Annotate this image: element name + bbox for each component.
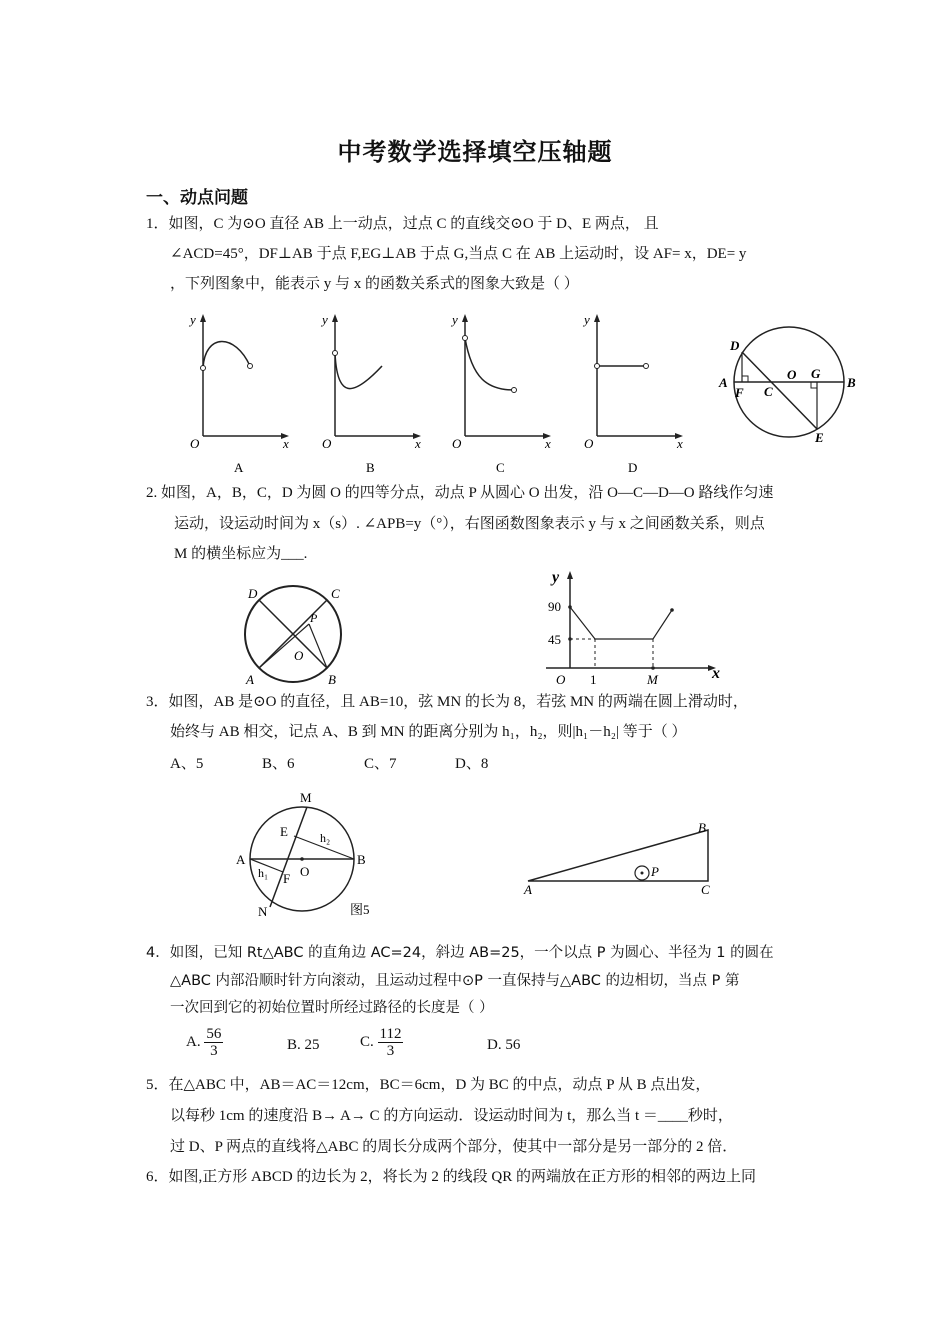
q1-graph-b xyxy=(312,308,427,478)
q2-line3: M 的横坐标应为___. xyxy=(174,546,308,562)
graph-label: D xyxy=(628,460,638,475)
q5-line3: 过 D、P 两点的直线将△ABC 的周长分成两个部分，使其中一部分是另一部分的 2 倍． xyxy=(170,1139,738,1155)
q4-triangle-figure xyxy=(518,818,728,902)
label-n: N xyxy=(258,904,268,919)
q1-line1: 1．如图，C 为⊙O 直径 AB 上一动点，过点 C 的直线交⊙O 于 D、E 两点， 且 xyxy=(146,216,659,232)
q3-line1: 3．如图，AB 是⊙O 的直径，且 AB=10，弦 MN 的长为 8，若弦 MN 的两端在圆上滑动时， xyxy=(146,694,748,710)
x-label: x xyxy=(415,436,421,451)
center-point xyxy=(300,857,304,861)
curve xyxy=(465,338,514,390)
label-a: A xyxy=(246,672,254,687)
label-c: C xyxy=(701,882,710,897)
point xyxy=(651,666,655,670)
y-arrow-icon xyxy=(462,314,468,322)
label-a: A xyxy=(524,882,532,897)
tick-90: 90 xyxy=(548,599,561,614)
label-c: C xyxy=(331,586,340,601)
q3-option-b: B、6 xyxy=(262,756,295,772)
chord-de xyxy=(742,352,817,429)
denominator: 3 xyxy=(386,1043,395,1059)
q4-line1: 4．如图，已知 Rt△ABC 的直角边 AC=24，斜边 AB=25，一个以点 P 为圆心、半径为 1 的圆在 xyxy=(146,945,774,961)
open-point xyxy=(463,336,468,341)
label-d: D xyxy=(730,338,740,353)
label-o: O xyxy=(787,367,797,382)
x-label: x xyxy=(712,665,720,682)
q1-graph-c xyxy=(442,308,557,478)
function-line xyxy=(570,607,672,639)
point xyxy=(670,608,674,612)
y-arrow-icon xyxy=(567,571,573,579)
origin-label: O xyxy=(584,436,594,451)
triangle xyxy=(528,830,708,881)
q4-option-d: D. 56 xyxy=(487,1037,521,1053)
q2-line2: 运动，设运动时间为 x（s）. ∠APB=y（°），右图函数图象表示 y 与 x 之间函数关系，则点 xyxy=(174,516,765,532)
q4-option-a xyxy=(186,1026,223,1059)
q4-line2: △ABC 内部沿顺时针方向滚动，且运动过程中⊙P 一直保持与△ABC 的边相切，当点 P 第 xyxy=(170,973,740,989)
q2-function-graph xyxy=(540,566,730,690)
right-angle xyxy=(811,382,817,388)
tick-1: 1 xyxy=(590,672,597,687)
origin-label: O xyxy=(190,436,200,451)
q1-circle-figure xyxy=(712,326,862,446)
q4-option-b: B. 25 xyxy=(287,1037,320,1053)
curve xyxy=(335,353,382,389)
origin-label: O xyxy=(452,436,462,451)
y-label: y xyxy=(190,312,196,327)
option-prefix: C. xyxy=(360,1033,374,1050)
label-f: F xyxy=(283,871,291,886)
numerator: 112 xyxy=(379,1026,402,1042)
q2-line1: 2. 如图，A，B，C，D 为圆 O 的四等分点，动点 P 从圆心 O 出发，沿 O—C—D—O 路线作匀速 xyxy=(146,485,774,501)
y-label: y xyxy=(584,312,590,327)
open-point xyxy=(333,351,338,356)
q3-circle-figure xyxy=(230,786,390,922)
origin-label: O xyxy=(556,672,566,687)
q1-graph-d xyxy=(574,308,689,478)
label-b: B xyxy=(357,852,366,867)
q1-graph-a xyxy=(180,308,295,478)
label-b: B xyxy=(847,375,856,390)
q1-line2: ∠ACD=45°，DF⊥AB 于点 F,EG⊥AB 于点 G,当点 C 在 AB 上运动时，设 AF= x，DE= y xyxy=(170,246,747,262)
open-point xyxy=(201,366,206,371)
x-label: x xyxy=(283,436,289,451)
q4-line3: 一次回到它的初始位置时所经过路径的长度是（ ） xyxy=(170,1000,494,1016)
q3-option-d: D、8 xyxy=(455,756,489,772)
label-p: P xyxy=(651,864,659,879)
label-e: E xyxy=(280,824,288,839)
label-b: B xyxy=(328,672,336,687)
label-h1: h₁ xyxy=(258,866,269,880)
tick-45: 45 xyxy=(548,632,561,647)
figure-caption: 图5 xyxy=(350,902,370,917)
q2-circle-figure xyxy=(238,584,353,689)
point xyxy=(568,605,572,609)
y-arrow-icon xyxy=(594,314,600,322)
denominator: 3 xyxy=(210,1043,218,1059)
open-point xyxy=(512,388,517,393)
curve xyxy=(203,341,250,368)
y-label: y xyxy=(322,312,328,327)
label-d: D xyxy=(248,586,258,601)
graph-label: A xyxy=(234,460,244,475)
label-p: P xyxy=(310,611,318,625)
q3-option-a: A、5 xyxy=(170,756,204,772)
label-o: O xyxy=(300,864,310,879)
label-b: B xyxy=(698,820,706,835)
x-label: x xyxy=(677,436,683,451)
graph-label: C xyxy=(496,460,505,475)
pb xyxy=(309,624,327,668)
y-label: y xyxy=(552,569,560,586)
label-o: O xyxy=(294,648,304,663)
q4-option-c xyxy=(360,1026,403,1059)
open-point xyxy=(248,364,253,369)
q5-line1: 5．在△ABC 中，AB＝AC＝12cm，BC＝6cm，D 为 BC 的中点，动点 P 从 B 点出发， xyxy=(146,1077,711,1093)
q1-line3: ，下列图象中，能表示 y 与 x 的函数关系式的图象大致是（ ） xyxy=(170,276,579,292)
tick-m: M xyxy=(647,672,658,687)
q5-line2: 以每秒 1cm 的速度沿 B→ A→ C 的方向运动．设运动时间为 t，那么当 t ＝____秒时， xyxy=(170,1108,733,1124)
center-p xyxy=(641,872,644,875)
fraction xyxy=(204,1026,223,1059)
chord-mn xyxy=(270,807,310,907)
section-heading: 一、动点问题 xyxy=(146,188,248,208)
q3-line2: 始终与 AB 相交，记点 A、B 到 MN 的距离分别为 h₁，h₂，则|h₁－h₂| 等于（ ） xyxy=(170,724,687,740)
label-a: A xyxy=(236,852,246,867)
y-label: y xyxy=(452,312,458,327)
y-arrow-icon xyxy=(200,314,206,322)
origin-label: O xyxy=(322,436,332,451)
open-point xyxy=(595,364,600,369)
x-label: x xyxy=(545,436,551,451)
label-e: E xyxy=(815,430,824,445)
y-arrow-icon xyxy=(332,314,338,322)
option-prefix: A. xyxy=(186,1033,201,1050)
numerator: 56 xyxy=(206,1026,222,1042)
graph-label: B xyxy=(366,460,375,475)
right-angle xyxy=(742,376,748,382)
label-m: M xyxy=(300,790,312,805)
q3-option-c: C、7 xyxy=(364,756,397,772)
open-point xyxy=(644,364,649,369)
label-a: A xyxy=(719,375,728,390)
label-g: G xyxy=(811,366,821,381)
label-f: F xyxy=(735,385,744,400)
q6-line1: 6．如图,正方形 ABCD 的边长为 2，将长为 2 的线段 QR 的两端放在正方形的相邻的两边上同 xyxy=(146,1169,757,1185)
page-title: 中考数学选择填空压轴题 xyxy=(337,138,613,166)
point xyxy=(568,637,572,641)
fraction xyxy=(378,1026,404,1059)
label-c: C xyxy=(764,384,773,399)
label-h2: h₂ xyxy=(320,831,331,845)
